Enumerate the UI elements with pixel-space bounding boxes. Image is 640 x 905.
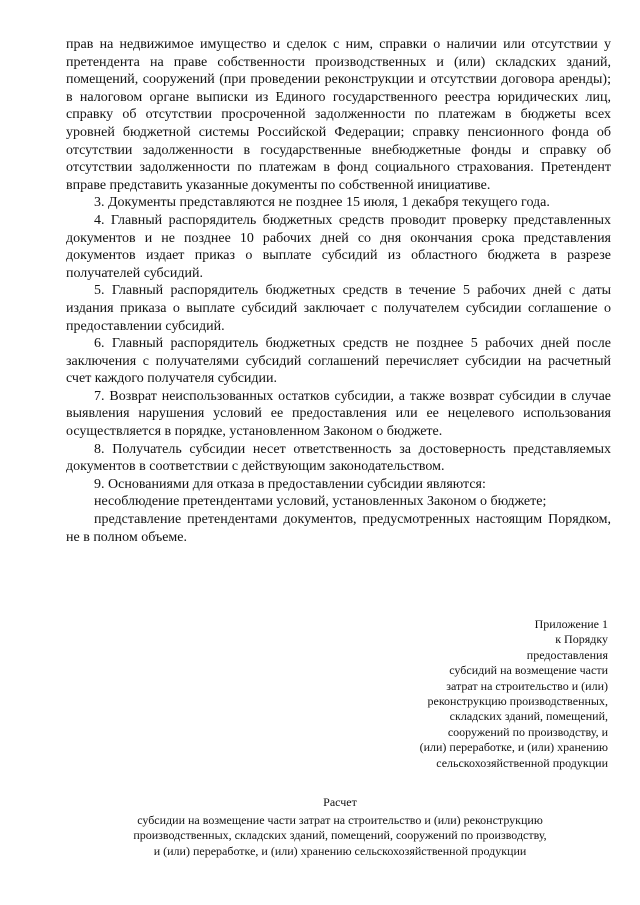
main-text-block — [66, 36, 611, 546]
appendix-header — [368, 617, 608, 771]
appendix-line: (или) переработке, и (или) хранению — [419, 740, 608, 755]
appendix-line: Приложение 1 — [534, 617, 608, 631]
paragraph-refusal-reason-2: представление претендентами документов, предусмотренных настоящим Порядком, не в полном объеме. — [66, 512, 611, 545]
paragraph-item-7: 7. Возврат неиспользованных остатков субсидии, а также возврат субсидии в случае выявления нарушения условий ее предоставления или ее нецелевого использования осуществляется в порядке, установленном Законом о бюджете. — [66, 388, 611, 440]
paragraph-item-6: 6. Главный распорядитель бюджетных средств не позднее 5 рабочих дней после заключения с получателями субсидий соглашений перечисляет субсидии на расчетный счет каждого получателя субсидии. — [66, 336, 611, 387]
calculation-title: Расчет — [323, 795, 357, 809]
calculation-subtitle-line: субсидии на возмещение части затрат на строительство и (или) реконструкцию — [137, 812, 543, 827]
appendix-line: реконструкцию производственных, — [427, 694, 608, 709]
paragraph-item-4: 4. Главный распорядитель бюджетных средств проводит проверку представленных документов и не позднее 10 рабочих дней со дня окончания срока представления документов издает приказ о выплате субсидий из областного бюджета в разрезе получателей субсидий. — [66, 212, 611, 281]
paragraph-item-3: 3. Документы представляются не позднее 15 июля, 1 декабря текущего года. — [94, 195, 550, 211]
appendix-line: сооружений по производству, и — [447, 724, 608, 739]
appendix-line: предоставления — [526, 647, 608, 662]
appendix-line: складских зданий, помещений, — [449, 709, 608, 724]
paragraph-item-5: 5. Главный распорядитель бюджетных средств в течение 5 рабочих дней с даты издания приказа о выплате субсидий заключает с получателем субсидии соглашение о предоставлении субсидий. — [66, 283, 611, 334]
appendix-line: затрат на строительство и (или) — [446, 678, 608, 693]
calculation-subtitle-line: производственных, складских зданий, помещений, сооружений по производству, — [133, 828, 547, 842]
appendix-line: субсидий на возмещение части — [449, 663, 608, 678]
calculation-subtitle-line: и (или) переработке, и (или) хранению сельскохозяйственной продукции — [153, 843, 527, 858]
paragraph-refusal-reason-1: несоблюдение претендентами условий, установленных Законом о бюджете; — [94, 494, 547, 510]
paragraph-documents-list: прав на недвижимое имущество и сделок с ним, справки о наличии или отсутствии у претендента на праве собственности производственных и (или) складских зданий, помещений, сооружений (при проведении реконструкции и отсутствии договора аренды); в налоговом органе выписки из Единого государственного реестра юридических лиц, справку об отсутствии просроченной задолженности по платежам в бюджеты всех уровней бюджетной системы Российской Федерации; справку пенсионного фонда об отсутствии задолженности в государственные внебюджетные фонды и справку об отсутствии задолженности по платежам в фонд социального страхования. Претендент вправе представить указанные документы по собственной инициативе. — [66, 37, 611, 193]
paragraph-item-9: 9. Основаниями для отказа в предоставлении субсидии являются: — [94, 476, 486, 492]
calculation-heading — [100, 795, 580, 859]
paragraph-item-8: 8. Получатель субсидии несет ответственность за достоверность представляемых документов в соответствии с действующим законодательством. — [66, 441, 611, 475]
appendix-line: к Порядку — [555, 632, 608, 647]
appendix-line: сельскохозяйственной продукции — [436, 755, 608, 770]
